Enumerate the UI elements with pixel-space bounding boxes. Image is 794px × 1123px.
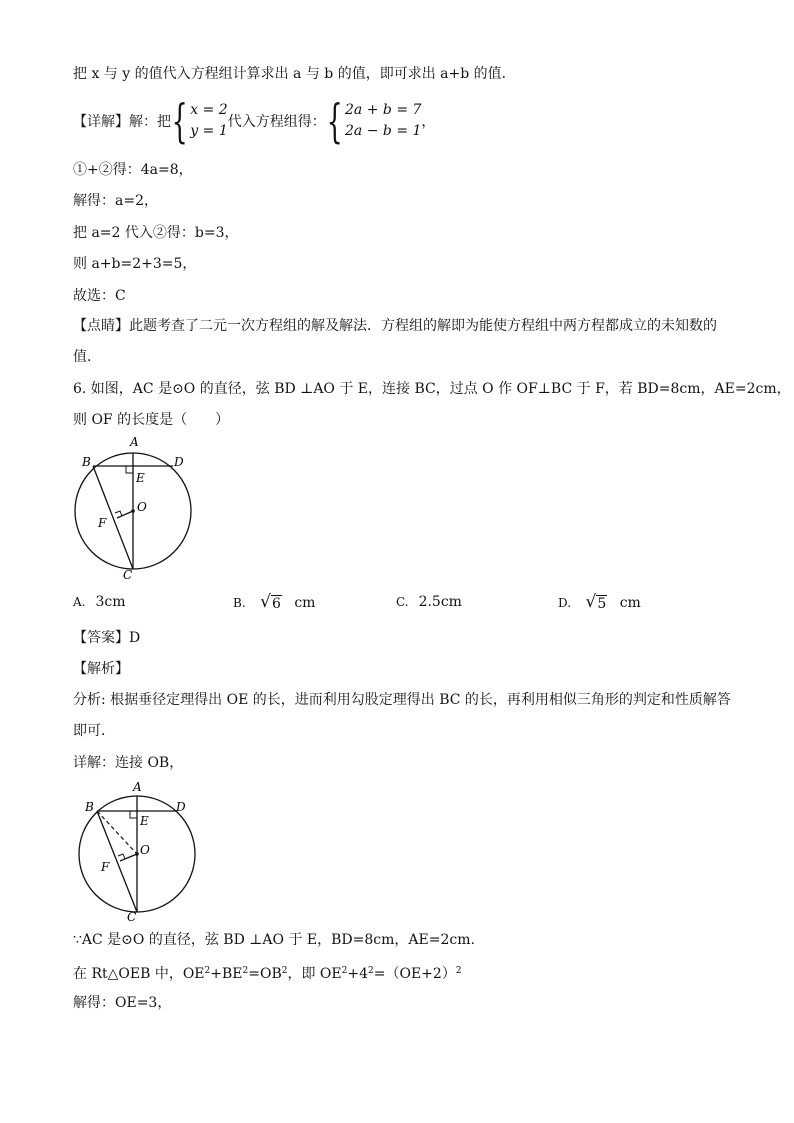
text-line: 故选：C xyxy=(73,288,126,304)
label-c: C xyxy=(123,568,133,582)
left-brace: { xyxy=(171,94,188,148)
text-line: 则 a+b=2+3=5， xyxy=(73,256,197,272)
segment-ob-dashed xyxy=(97,811,137,854)
detail-prefix: 【详解】解：把 xyxy=(73,114,171,130)
detail-end: ， xyxy=(421,114,436,130)
option-d xyxy=(558,592,641,613)
option-unit: cm xyxy=(619,595,641,611)
option-label: C. xyxy=(396,595,409,609)
option-b xyxy=(233,592,315,613)
text-line: 把 a=2 代入②得：b=3， xyxy=(73,225,239,241)
option-text: 2.5cm xyxy=(418,594,462,610)
option-text: 3cm xyxy=(95,594,126,610)
label-o: O xyxy=(137,500,147,514)
center-point xyxy=(131,509,135,513)
detail-line xyxy=(73,94,436,148)
option-label: D. xyxy=(558,596,572,610)
label-f: F xyxy=(101,860,110,874)
option-a xyxy=(73,592,126,612)
right-angle-f xyxy=(115,511,122,516)
label-d: D xyxy=(174,455,184,469)
sqrt: √ 6 xyxy=(260,592,281,612)
center-point xyxy=(135,852,139,856)
text-line: 详解：连接 OB， xyxy=(73,755,184,771)
answer-line: 【答案】D xyxy=(73,630,141,646)
text-line: 把 x 与 y 的值代入方程组计算求出 a 与 b 的值，即可求出 a+b 的值． xyxy=(73,66,516,82)
option-c xyxy=(396,592,462,612)
segment-of xyxy=(117,511,133,518)
equation-row: 2a − b = 1 xyxy=(345,123,422,139)
label-o: O xyxy=(140,843,150,857)
option-label: A. xyxy=(73,595,86,609)
equation-system-1 xyxy=(190,100,227,142)
segment-of xyxy=(120,854,137,861)
detail-mid: 代入方程组得： xyxy=(227,114,326,130)
left-brace: { xyxy=(326,94,343,148)
text-line: ①+②得：4a=8， xyxy=(73,162,193,178)
equation-row: x = 2 xyxy=(190,102,228,118)
text-line: 解得：a=2， xyxy=(73,193,158,209)
sqrt: √ 5 xyxy=(585,592,607,612)
label-e: E xyxy=(136,471,145,485)
option-label: B. xyxy=(233,596,246,610)
question-6-cont: 则 OF 的长度是（ ） xyxy=(73,412,230,428)
right-angle-f xyxy=(118,854,125,859)
equation-row: y = 1 xyxy=(190,123,228,139)
label-c: C xyxy=(127,910,137,924)
right-angle-e xyxy=(126,466,133,473)
option-unit: cm xyxy=(294,595,316,611)
equation-system-2 xyxy=(345,100,421,142)
equation-row: 2a + b = 7 xyxy=(345,102,422,118)
label-d: D xyxy=(176,800,186,814)
label-b: B xyxy=(85,800,94,814)
geometry-figure-1 xyxy=(70,432,205,582)
label-a: A xyxy=(130,435,139,449)
text-line: 解得：OE=3， xyxy=(73,995,172,1011)
text-line: ∵AC 是⊙O 的直径，弦 BD ⊥AO 于 E，BD=8cm，AE=2cm. xyxy=(73,932,475,948)
label-e: E xyxy=(140,814,149,828)
text-line: 分析: 根据垂径定理得出 OE 的长，进而利用勾股定理得出 BC 的长，再利用相似三角形的判定和性质解答 xyxy=(73,692,731,708)
label-b: B xyxy=(82,455,91,469)
text-line: 即可． xyxy=(73,723,115,739)
geometry-figure-2 xyxy=(74,777,209,927)
text-line: 值． xyxy=(73,349,101,365)
analysis-heading: 【解析】 xyxy=(73,661,129,677)
question-6: 6. 如图，AC 是⊙O 的直径，弦 BD ⊥AO 于 E，连接 BC，过点 O 作 OF⊥BC 于 F，若 BD=8cm，AE=2cm， xyxy=(73,381,791,397)
text-line: 【点睛】此题考查了二元一次方程组的解及解法．方程组的解即为能使方程组中两方程都成立的未知数的 xyxy=(73,318,717,334)
label-f: F xyxy=(98,516,107,530)
label-a: A xyxy=(133,780,142,794)
right-angle-e xyxy=(130,811,137,818)
text-line: 在 Rt△OEB 中，$OE^2+BE^2=OB^2$，即 $OE^2+4^2=(OE+2)^2$ xyxy=(73,966,462,982)
